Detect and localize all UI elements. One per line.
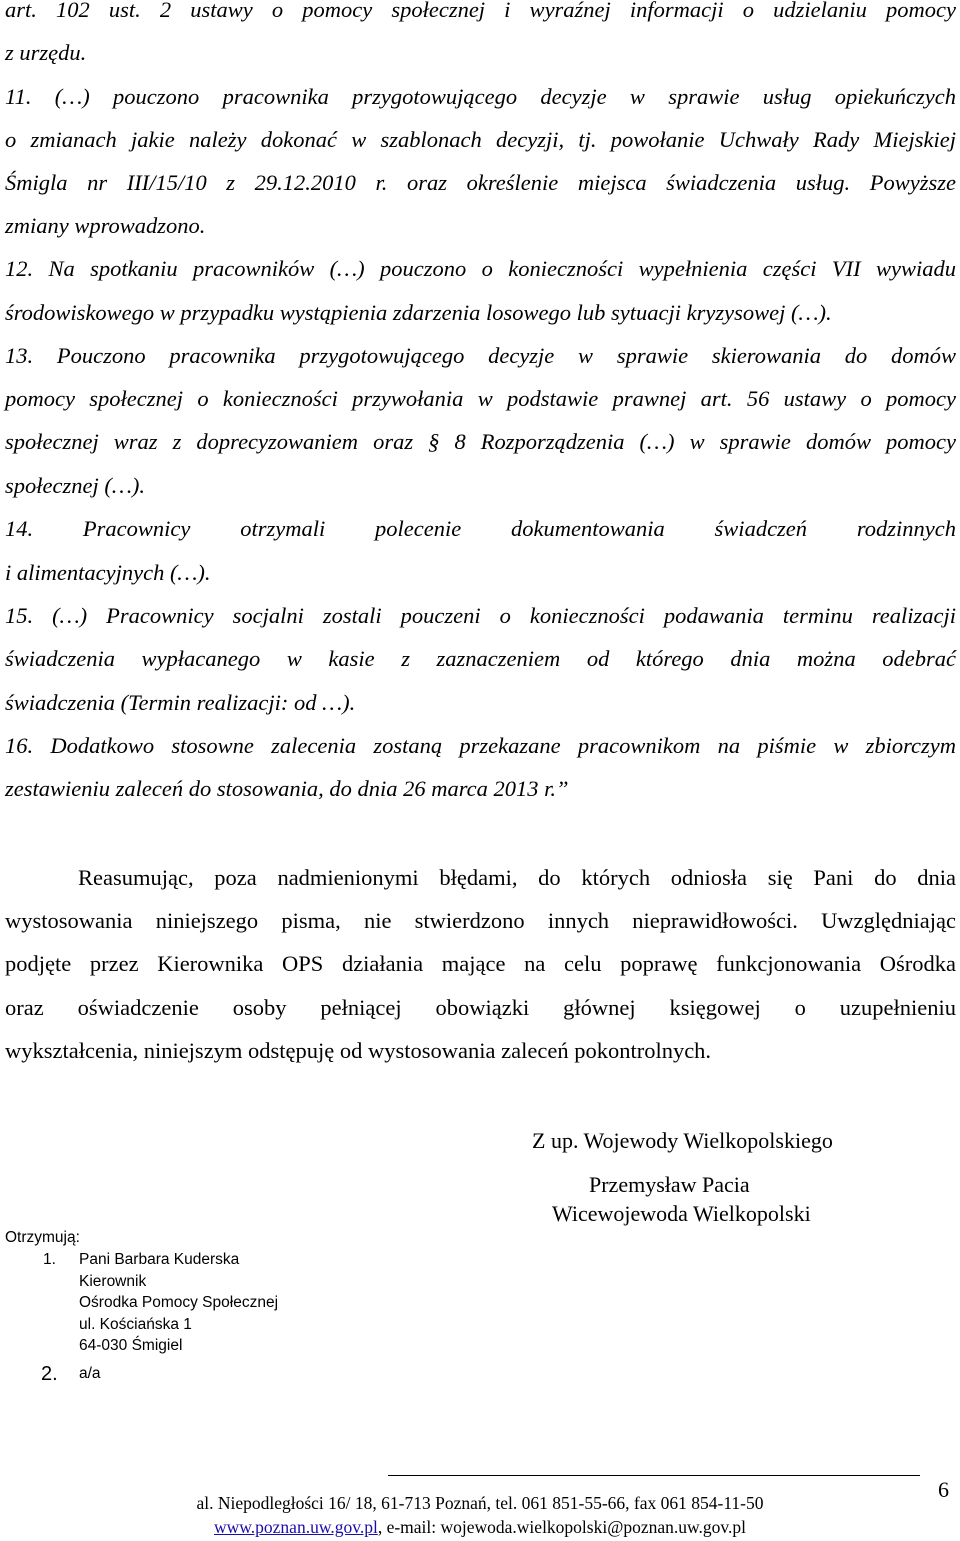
body-line: społecznej (…). (5, 473, 145, 498)
recipient-item-text: a/a (79, 1365, 101, 1382)
recipient-street: ul. Kościańska 1 (79, 1316, 192, 1333)
summary-line: oraz oświadczenie osoby pełniącej obowiązki głównej księgowej o uzupełnieniu (5, 995, 956, 1020)
signature-authority: Z up. Wojewody Wielkopolskiego (532, 1128, 833, 1153)
body-line: Śmigla nr III/15/10 z 29.12.2010 r. oraz określenie miejsca świadczenia usług. Powyższe (5, 170, 956, 195)
summary-line: podjęte przez Kierownika OPS działania mające na celu poprawę funkcjonowania Ośrodka (5, 951, 956, 976)
recipient-city: 64-030 Śmigiel (79, 1337, 183, 1354)
signature-title: Wicewojewoda Wielkopolski (552, 1201, 811, 1226)
body-line: 11. (…) pouczono pracownika przygotowującego decyzje w sprawie usług opiekuńczych (5, 84, 956, 109)
body-line: art. 102 ust. 2 ustawy o pomocy społecznej i wyraźnej informacji o udzielaniu pomocy (5, 0, 956, 22)
body-line: środowiskowego w przypadku wystąpienia zdarzenia losowego lub sytuacji kryzysowej (…). (5, 300, 832, 325)
footer-divider (388, 1475, 920, 1476)
page-number: 6 (938, 1477, 949, 1502)
recipients-heading: Otrzymują: (5, 1229, 80, 1246)
footer-email: , e-mail: wojewoda.wielkopolski@poznan.uw.gov.pl (377, 1517, 746, 1537)
body-line: z urzędu. (5, 40, 87, 65)
body-line: 12. Na spotkaniu pracowników (…) pouczono o konieczności wypełnienia części VII wywiadu (5, 256, 956, 281)
summary-line: wykształcenia, niniejszym odstępuję od wystosowania zaleceń pokontrolnych. (5, 1038, 712, 1063)
body-line: pomocy społecznej o konieczności przywołania w podstawie prawnej art. 56 ustawy o pomocy (5, 386, 956, 411)
footer-address: al. Niepodległości 16/ 18, 61-713 Poznań, tel. 061 851-55-66, fax 061 854-11-50 (196, 1493, 764, 1513)
body-line: 16. Dodatkowo stosowne zalecenia zostaną przekazane pracownikom na piśmie w zbiorczym (5, 733, 956, 758)
summary-line: wystosowania niniejszego pisma, nie stwierdzono innych nieprawidłowości. Uwzględniając (5, 908, 956, 933)
body-line: zmiany wprowadzono. (5, 213, 206, 238)
footer-contact (0, 1516, 960, 1538)
body-line: 13. Pouczono pracownika przygotowującego decyzje w sprawie skierowania do domów (5, 343, 956, 368)
body-line: świadczenia (Termin realizacji: od …). (5, 690, 356, 715)
recipient-role: Kierownik (79, 1273, 147, 1290)
body-line: 14. Pracownicy otrzymali polecenie dokumentowania świadczeń rodzinnych (5, 516, 956, 541)
body-line: o zmianach jakie należy dokonać w szablonach decyzji, tj. powołanie Uchwały Rady Miejskiej (5, 127, 956, 152)
body-line: zestawieniu zaleceń do stosowania, do dnia 26 marca 2013 r.” (5, 776, 569, 801)
body-line: świadczenia wypłacanego w kasie z zaznaczeniem od którego dnia można odebrać (5, 646, 956, 671)
recipient-name: Pani Barbara Kuderska (79, 1251, 240, 1268)
summary-line: Reasumując, poza nadmienionymi błędami, do których odniosła się Pani do dnia (78, 865, 956, 890)
recipient-number: 1. (43, 1251, 56, 1268)
body-line: 15. (…) Pracownicy socjalni zostali pouczeni o konieczności podawania terminu realizacji (5, 603, 956, 628)
signature-name: Przemysław Pacia (589, 1172, 750, 1197)
website-link[interactable]: www.poznan.uw.gov.pl (214, 1517, 378, 1537)
body-line: społecznej wraz z doprecyzowaniem oraz § 8 Rozporządzenia (…) w sprawie domów pomocy (5, 429, 956, 454)
recipient-number: 2. (41, 1363, 58, 1385)
recipient-organization: Ośrodka Pomocy Społecznej (79, 1294, 279, 1311)
body-line: i alimentacyjnych (…). (5, 560, 211, 585)
